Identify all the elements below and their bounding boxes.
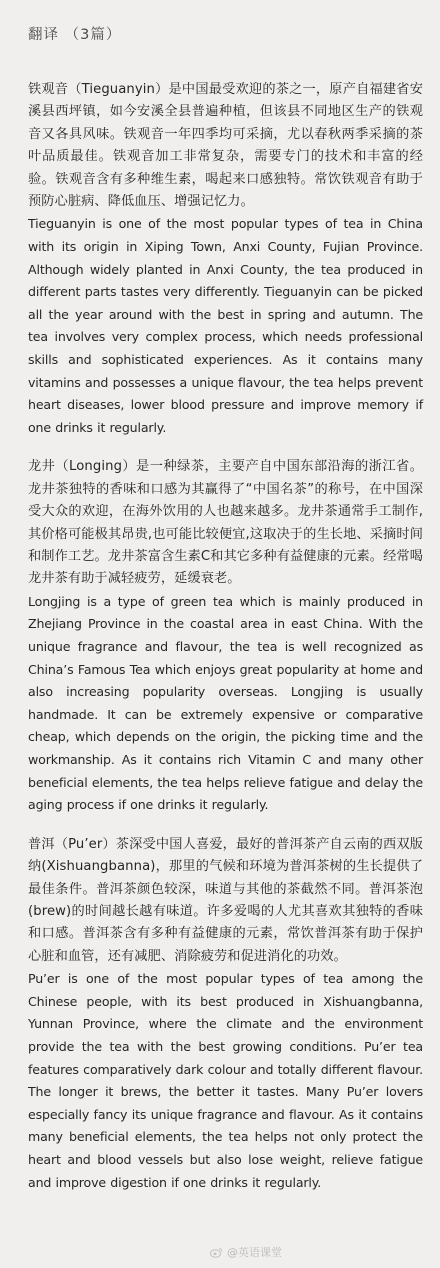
chinese-paragraph: 铁观音（Tieguanyin）是中国最受欢迎的茶之一，原产自福建省安溪县西坪镇，如今安溪全县普遍种植，但该县不同地区生产的铁观音又各具风味。铁观音一年四季均可采摘，尤以春秋两季采摘的茶叶品质最佳。铁观音加工非常复杂，需要专门的技术和丰富的经验。铁观音含有多种维生素，喝起来口感独特。常饮铁观音有助于预防心脏病、降低血压、增强记忆力。 [28, 82, 423, 210]
chinese-paragraph: 龙井（Longing）是一种绿茶，主要产自中国东部沿海的浙江省。龙井茶独特的香味和口感为其赢得了“中国名茶”的称号，在中国深受大众的欢迎，在海外饮用的人也越来越多。龙井茶通常手工制作,其价格可能极其昂贵,也可能比较便宜,这取决于的生长地、采摘时间和制作工艺。龙井茶富含生素C和其它多种有益健康的元素。经常喝龙井茶有助于减轻疲劳，延缓衰老。 [28, 459, 423, 587]
section-puer [28, 834, 423, 1194]
english-paragraph: Pu’er is one of the most popular types of tea among the Chinese people, with its best produced in Xishuangbanna, Yunnan Province, where the climate and the environment provide the tea with the best growing conditions. Pu’er tea features comparatively dark colour and totally different flavour. The longer it brews, the better it tastes. Many Pu’er lovers especially fancy its unique fragrance and flavour. As it contains many beneficial elements, the tea helps not only protect the heart and blood vessels but also lose weight, relieve fatigue and improve digestion if one drinks it regularly. [28, 971, 423, 1190]
english-paragraph: Longjing is a type of green tea which is mainly produced in Zhejiang Province in the coastal area in east China. With the unique fragrance and flavour, the tea is well recognized as China’s Famous Tea which enjoys great popularity at home and also increasing popularity overseas. Longjing is usually handmade. It can be extremely expensive or comparative cheap, which depends on the origin, the picking time and the workmanship. As it contains rich Vitamin C and many other beneficial elements, the tea helps relieve fatigue and delay the aging process if one drinks it regularly. [28, 593, 423, 813]
english-paragraph: Tieguanyin is one of the most popular types of tea in China with its origin in Xiping Town, Anxi County, Fujian Province. Although widely planted in Anxi County, the tea produced in different parts tastes very differently. Tieguanyin can be picked all the year around with the best in spring and autumn. The tea involves very complex process, which needs professional skills and sophisticated experiences. As it contains many vitamins and possesses a unique flavour, the tea helps prevent heart diseases, lower blood pressure and improve memory if one drinks it regularly. [28, 216, 423, 435]
watermark-text: @英语课堂 [227, 1246, 282, 1259]
watermark [210, 1244, 282, 1260]
section-longjing [28, 456, 423, 816]
weibo-icon [210, 1247, 223, 1258]
chinese-paragraph: 普洱（Pu’er）茶深受中国人喜爱，最好的普洱茶产自云南的西双版纳(Xishuangbanna)，那里的气候和环境为普洱茶树的生长提供了最佳条件。普洱茶颜色较深，味道与其他的茶截然不同。普洱茶泡(brew)的时间越长越有味道。许多爱喝的人尤其喜欢其独特的香味和口感。普洱茶含有多种有益健康的元素，常饮普洱茶有助于保护心脏和血管，还有减肥、消除疲劳和促进消化的功效。 [28, 836, 423, 964]
section-tieguanyin [28, 79, 423, 439]
document-title: 翻译 （3篇） [28, 27, 122, 43]
